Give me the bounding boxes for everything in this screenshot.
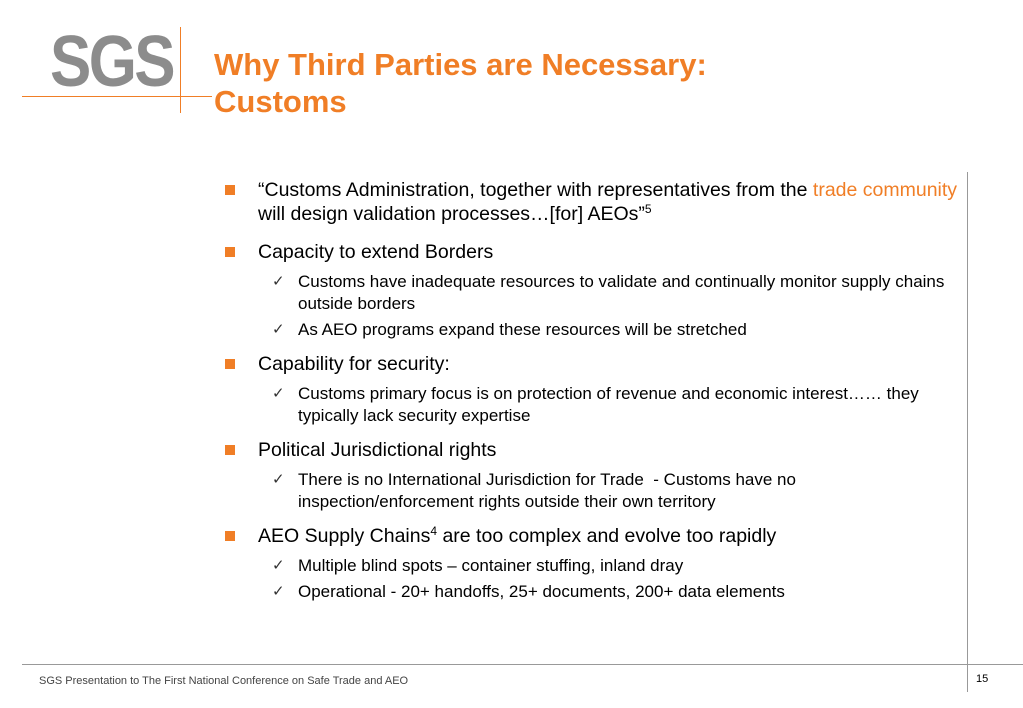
checkmark-icon: ✓ bbox=[272, 321, 285, 338]
sub-item-text: As AEO programs expand these resources will be stretched bbox=[298, 320, 747, 339]
sub-item bbox=[224, 555, 960, 577]
square-bullet-icon bbox=[225, 445, 235, 455]
bullet-text: Capability for security: bbox=[258, 353, 450, 375]
sub-item bbox=[224, 271, 960, 315]
slide-title bbox=[214, 46, 914, 120]
square-bullet-icon bbox=[225, 359, 235, 369]
footer-divider bbox=[22, 664, 1023, 665]
sgs-logo: SGS bbox=[50, 22, 174, 102]
page-number: 15 bbox=[976, 673, 989, 685]
footnote-ref: 4 bbox=[430, 524, 438, 538]
checkmark-icon: ✓ bbox=[272, 557, 285, 574]
footnote-ref: 5 bbox=[644, 202, 652, 216]
sub-item-text: Customs have inadequate resources to validate and continually monitor supply chains outside borders bbox=[298, 272, 945, 313]
bullet-item bbox=[224, 438, 960, 462]
bullet-list bbox=[224, 178, 960, 607]
checkmark-icon: ✓ bbox=[272, 471, 285, 488]
footer-text: SGS Presentation to The First National Conference on Safe Trade and AEO bbox=[39, 675, 409, 687]
slide-title-line-2: Customs bbox=[214, 84, 347, 119]
bullet-text: Political Jurisdictional rights bbox=[258, 439, 497, 461]
bullet-text-post: are too complex and evolve too rapidly bbox=[437, 525, 777, 547]
sub-item bbox=[224, 319, 960, 341]
bullet-item bbox=[224, 524, 960, 548]
sub-item-text: Multiple blind spots – container stuffing, inland dray bbox=[298, 556, 684, 575]
bullet-item bbox=[224, 178, 960, 226]
checkmark-icon: ✓ bbox=[272, 583, 285, 600]
sub-item-text: There is no International Jurisdiction for Trade - Customs have no inspection/enforcement rights outside their own territory bbox=[298, 470, 801, 511]
sub-item-text: Operational - 20+ handoffs, 25+ documents, 200+ data elements bbox=[298, 582, 785, 601]
bullet-text-post: will design validation processes…[for] AEOs” bbox=[258, 203, 645, 225]
bullet-item bbox=[224, 352, 960, 376]
bullet-item bbox=[224, 240, 960, 264]
logo-vertical-line bbox=[180, 27, 181, 113]
square-bullet-icon bbox=[225, 247, 235, 257]
sub-item-text: Customs primary focus is on protection of revenue and economic interest…… they typically lack security expertise bbox=[298, 384, 919, 425]
sub-item bbox=[224, 469, 960, 513]
square-bullet-icon bbox=[225, 185, 235, 195]
slide-title-line-1: Why Third Parties are Necessary: bbox=[214, 47, 707, 82]
trade-community-highlight: trade community bbox=[812, 179, 958, 201]
bullet-text-pre: “Customs Administration, together with representatives from the bbox=[258, 179, 808, 201]
bullet-text-pre: AEO Supply Chains bbox=[258, 525, 431, 547]
sub-item bbox=[224, 383, 960, 427]
square-bullet-icon bbox=[225, 531, 235, 541]
sub-item bbox=[224, 581, 960, 603]
right-divider bbox=[967, 172, 968, 692]
bullet-text: Capacity to extend Borders bbox=[258, 241, 494, 263]
checkmark-icon: ✓ bbox=[272, 385, 285, 402]
checkmark-icon: ✓ bbox=[272, 273, 285, 290]
